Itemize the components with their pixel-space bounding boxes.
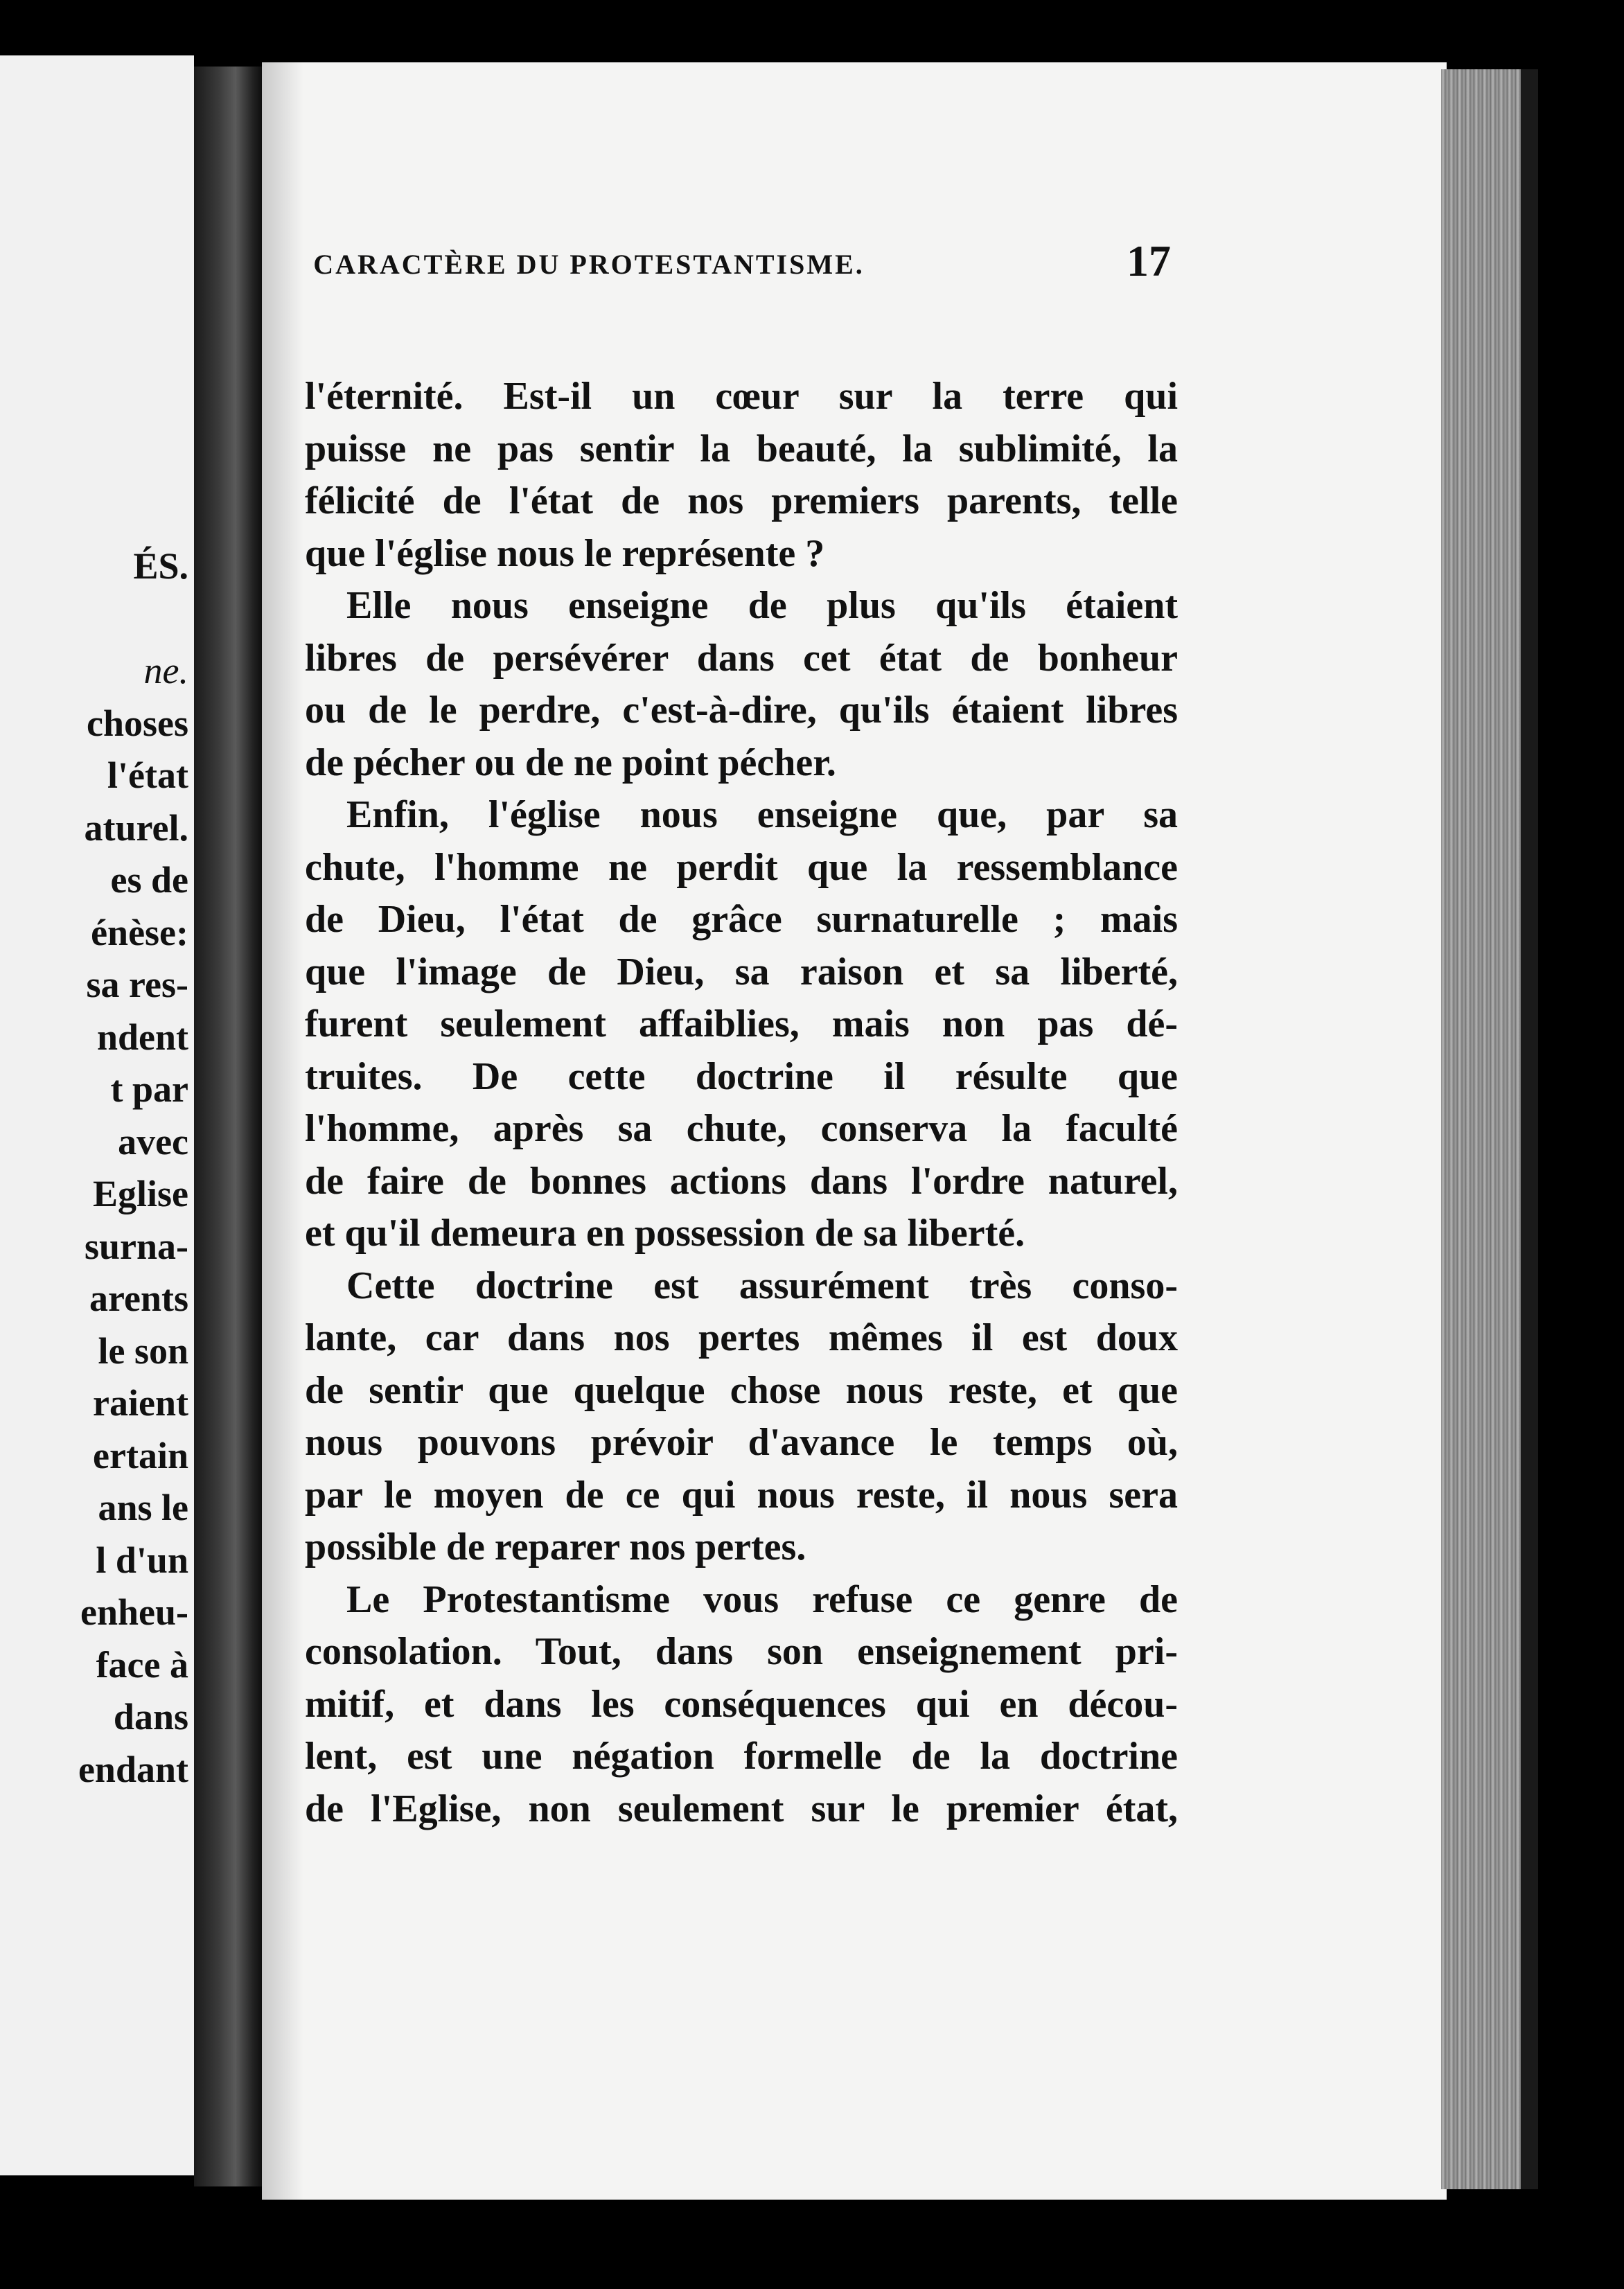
- text-line: et qu'il demeura en possession de sa liberté.: [305, 1212, 1025, 1255]
- text-line: l'éternité. Est-il un cœur sur la terre qui: [305, 375, 1178, 418]
- text-line: libres de persévérer dans cet état de bonheur: [305, 636, 1178, 680]
- left-line: ans le: [98, 1487, 188, 1528]
- book-gutter: [194, 67, 263, 2186]
- page-curve-shadow: [262, 62, 303, 2200]
- left-line: énèse:: [91, 911, 188, 953]
- left-line: face à: [96, 1643, 188, 1686]
- left-line: ÉS.: [133, 545, 188, 587]
- page-number: 17: [1127, 236, 1171, 285]
- left-line: sa res-: [86, 964, 188, 1005]
- text-line: furent seulement affaiblies, mais non pas dé-: [305, 1002, 1178, 1045]
- text-line: par le moyen de ce qui nous reste, il nous sera: [305, 1473, 1178, 1517]
- left-line: aturel.: [84, 806, 188, 849]
- left-line: arents: [89, 1278, 188, 1319]
- text-line: que l'église nous le représente ?: [305, 531, 825, 575]
- text-line: Elle nous enseigne de plus qu'ils étaient: [346, 584, 1178, 627]
- left-line: enheu-: [80, 1591, 188, 1633]
- left-line: l'état: [107, 754, 188, 796]
- text-line: Enfin, l'église nous enseigne que, par sa: [346, 793, 1178, 836]
- left-line: t par: [110, 1068, 188, 1110]
- text-line: de sentir que quelque chose nous reste, et que: [305, 1368, 1178, 1412]
- text-line: mitif, et dans les conséquences qui en décou-: [305, 1682, 1178, 1726]
- text-line: que l'image de Dieu, sa raison et sa liberté,: [305, 950, 1178, 993]
- text-line: de faire de bonnes actions dans l'ordre naturel,: [305, 1159, 1178, 1203]
- text-line: nous pouvons prévoir d'avance le temps où,: [305, 1421, 1178, 1464]
- left-line: Eglise: [92, 1173, 188, 1214]
- running-head: CARACTÈRE DU PROTESTANTISME.: [313, 249, 865, 280]
- left-page-text: [0, 540, 188, 1796]
- left-line: ndent: [96, 1016, 188, 1058]
- left-line: surna-: [84, 1225, 188, 1267]
- left-line: es de: [110, 859, 188, 901]
- text-line: Cette doctrine est assurément très conso-: [346, 1264, 1178, 1307]
- text-line: chute, l'homme ne perdit que la ressemblance: [305, 845, 1178, 889]
- left-line: le son: [98, 1329, 188, 1372]
- page-header: [173, 236, 1171, 291]
- text-line: possible de reparer nos pertes.: [305, 1526, 806, 1568]
- left-facing-page: [0, 55, 194, 2175]
- text-line: de pécher ou de ne point pécher.: [305, 741, 836, 784]
- text-line: puisse ne pas sentir la beauté, la sublimité, la: [305, 427, 1178, 470]
- left-line: ertain: [93, 1434, 188, 1476]
- left-line: ne.: [143, 650, 188, 691]
- text-line: truites. De cette doctrine il résulte que: [305, 1054, 1178, 1098]
- left-line: avec: [118, 1120, 188, 1163]
- text-line: lent, est une négation formelle de la doctrine: [305, 1735, 1178, 1778]
- text-line: félicité de l'état de nos premiers parents, telle: [305, 479, 1178, 522]
- text-line: Le Protestantisme vous refuse ce genre de: [346, 1577, 1178, 1621]
- text-line: l'homme, après sa chute, conserva la faculté: [305, 1107, 1178, 1150]
- text-line: consolation. Tout, dans son enseignement pri-: [305, 1630, 1178, 1673]
- text-line: de l'Eglise, non seulement sur le premier état,: [305, 1787, 1178, 1830]
- text-line: ou de le perdre, c'est-à-dire, qu'ils étaient libres: [305, 689, 1178, 732]
- left-line: raient: [93, 1382, 188, 1424]
- left-line: l d'un: [96, 1539, 188, 1581]
- text-line: lante, car dans nos pertes mêmes il est doux: [305, 1316, 1178, 1359]
- left-line: dans: [113, 1696, 188, 1738]
- page-edges: [1441, 69, 1538, 2189]
- body-text: [305, 371, 1178, 1835]
- left-line: choses: [87, 702, 188, 744]
- left-line: [0, 593, 188, 646]
- text-line: de Dieu, l'état de grâce surnaturelle ; mais: [305, 898, 1178, 941]
- left-line: endant: [78, 1748, 188, 1790]
